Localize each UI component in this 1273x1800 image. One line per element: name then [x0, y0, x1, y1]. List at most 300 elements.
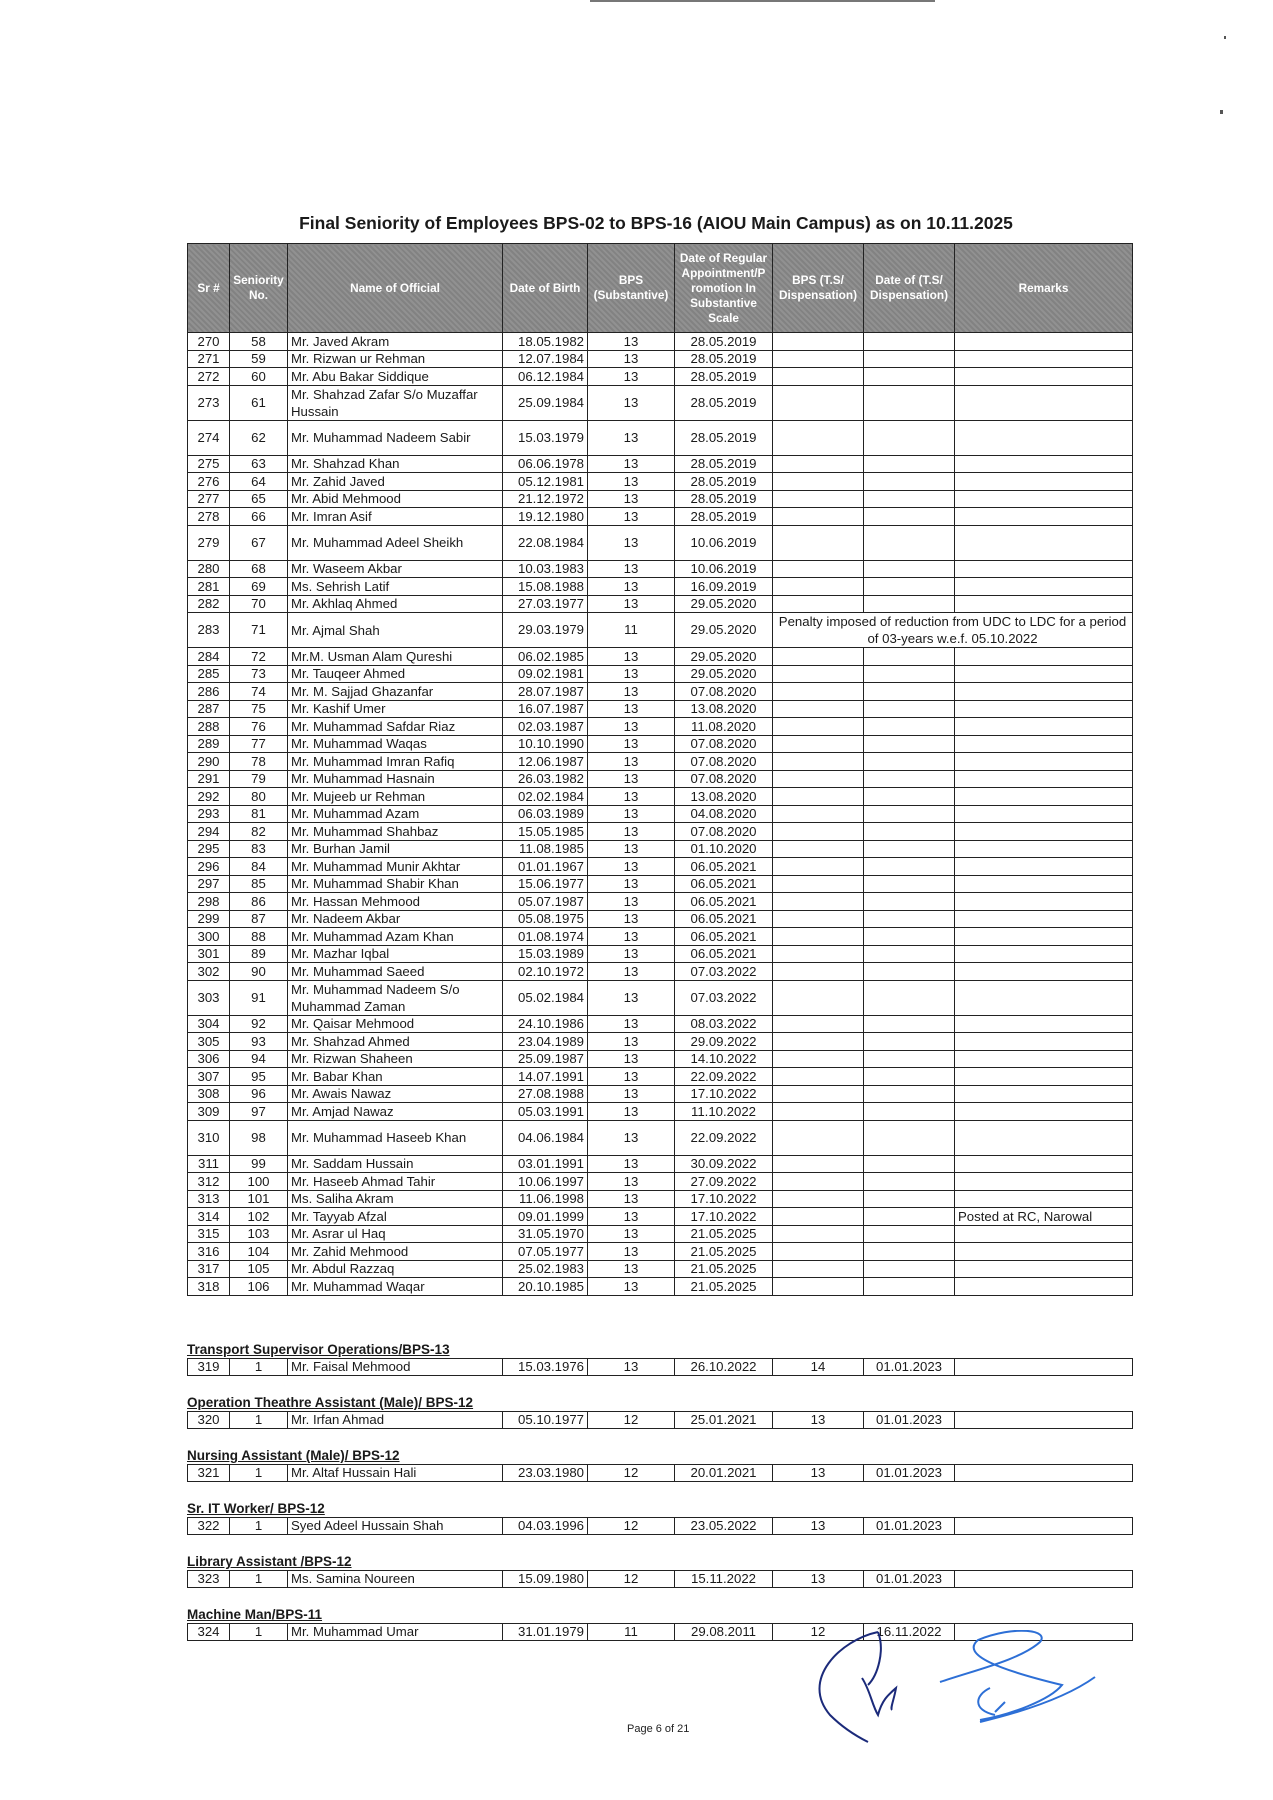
appointment-date-cell: 29.05.2020: [675, 665, 773, 683]
bps-cell: 13: [588, 1155, 675, 1173]
seniority-cell: 65: [230, 490, 288, 508]
table-row: [188, 1412, 1133, 1429]
remarks-cell: [955, 1359, 1133, 1376]
table-body: [188, 333, 1133, 1296]
appointment-date-cell: 26.10.2022: [675, 1359, 773, 1376]
category-label: Sr. IT Worker/ BPS-12: [187, 1501, 325, 1516]
seniority-cell: 78: [230, 753, 288, 771]
name-cell: Mr. Muhammad Hasnain: [288, 770, 503, 788]
bps-cell: 13: [588, 945, 675, 963]
bps-ts-cell: [773, 1033, 864, 1051]
sr-cell: 297: [188, 875, 230, 893]
dob-cell: 11.08.1985: [503, 840, 588, 858]
bps-cell: 13: [588, 980, 675, 1015]
name-cell: Mr. Amjad Nawaz: [288, 1103, 503, 1121]
bps-ts-cell: [773, 595, 864, 613]
scan-speck: [1220, 110, 1223, 114]
appointment-date-cell: 07.03.2022: [675, 963, 773, 981]
remarks-cell: [955, 840, 1133, 858]
dob-cell: 15.06.1977: [503, 875, 588, 893]
table-row: [188, 1465, 1133, 1482]
table-row: [188, 1190, 1133, 1208]
category-section: [187, 1501, 1132, 1535]
appointment-date-cell: 21.05.2025: [675, 1260, 773, 1278]
table-row: [188, 1359, 1133, 1376]
name-cell: Mr. M. Sajjad Ghazanfar: [288, 683, 503, 701]
dob-cell: 23.04.1989: [503, 1033, 588, 1051]
name-cell: Mr. Muhammad Azam: [288, 805, 503, 823]
col-header-remarks: Remarks: [955, 244, 1133, 333]
sr-cell: 299: [188, 910, 230, 928]
dob-cell: 04.03.1996: [503, 1518, 588, 1535]
remarks-cell: [955, 560, 1133, 578]
bps-cell: 13: [588, 718, 675, 736]
dob-cell: 15.05.1985: [503, 823, 588, 841]
table-row: [188, 350, 1133, 368]
seniority-cell: 1: [230, 1412, 288, 1429]
bps-cell: 13: [588, 1050, 675, 1068]
date-ts-cell: [864, 385, 955, 420]
category-table: [187, 1517, 1133, 1535]
dob-cell: 15.03.1989: [503, 945, 588, 963]
dob-cell: 22.08.1984: [503, 525, 588, 560]
table-row: [188, 1243, 1133, 1261]
bps-ts-cell: [773, 788, 864, 806]
dob-cell: 05.03.1991: [503, 1103, 588, 1121]
bps-cell: 13: [588, 473, 675, 491]
appointment-date-cell: 10.06.2019: [675, 560, 773, 578]
appointment-date-cell: 28.05.2019: [675, 420, 773, 455]
category-table: [187, 1411, 1133, 1429]
appointment-date-cell: 29.05.2020: [675, 613, 773, 648]
sr-cell: 277: [188, 490, 230, 508]
date-ts-cell: [864, 473, 955, 491]
date-ts-cell: [864, 1068, 955, 1086]
bps-cell: 13: [588, 1243, 675, 1261]
date-ts-cell: [864, 928, 955, 946]
category-label: Nursing Assistant (Male)/ BPS-12: [187, 1448, 400, 1463]
bps-ts-cell: [773, 333, 864, 351]
bps-ts-cell: [773, 560, 864, 578]
bps-cell: 13: [588, 385, 675, 420]
bps-ts-cell: [773, 1278, 864, 1296]
name-cell: Mr. Zahid Mehmood: [288, 1243, 503, 1261]
dob-cell: 06.06.1978: [503, 455, 588, 473]
date-ts-cell: [864, 1015, 955, 1033]
date-ts-cell: [864, 560, 955, 578]
name-cell: Mr. Muhammad Waqar: [288, 1278, 503, 1296]
bps-cell: 13: [588, 368, 675, 386]
bps-cell: 12: [588, 1465, 675, 1482]
appointment-date-cell: 28.05.2019: [675, 508, 773, 526]
sr-cell: 309: [188, 1103, 230, 1121]
document-title: Final Seniority of Employees BPS-02 to BPS-16 (AIOU Main Campus) as on 10.11.2025: [299, 213, 1013, 233]
sr-cell: 320: [188, 1412, 230, 1429]
seniority-cell: 98: [230, 1120, 288, 1155]
appointment-date-cell: 07.08.2020: [675, 735, 773, 753]
seniority-cell: 79: [230, 770, 288, 788]
appointment-date-cell: 29.09.2022: [675, 1033, 773, 1051]
remarks-cell: [955, 1120, 1133, 1155]
remarks-cell: [955, 1412, 1133, 1429]
seniority-cell: 82: [230, 823, 288, 841]
remarks-cell: [955, 1033, 1133, 1051]
table-row: [188, 1050, 1133, 1068]
date-ts-cell: [864, 420, 955, 455]
date-ts-cell: 01.01.2023: [864, 1518, 955, 1535]
dob-cell: 05.10.1977: [503, 1412, 588, 1429]
name-cell: Mr. Muhammad Nadeem Sabir: [288, 420, 503, 455]
seniority-cell: 80: [230, 788, 288, 806]
dob-cell: 05.02.1984: [503, 980, 588, 1015]
remarks-cell: [955, 1243, 1133, 1261]
appointment-date-cell: 29.05.2020: [675, 648, 773, 666]
name-cell: Mr. Tayyab Afzal: [288, 1208, 503, 1226]
seniority-cell: 60: [230, 368, 288, 386]
name-cell: Mr. Altaf Hussain Hali: [288, 1465, 503, 1482]
table-row: [188, 893, 1133, 911]
remarks-cell: [955, 333, 1133, 351]
bps-cell: 13: [588, 665, 675, 683]
date-ts-cell: [864, 735, 955, 753]
seniority-cell: 97: [230, 1103, 288, 1121]
table-row: [188, 595, 1133, 613]
dob-cell: 15.09.1980: [503, 1571, 588, 1588]
remarks-cell: [955, 1518, 1133, 1535]
bps-ts-cell: [773, 385, 864, 420]
seniority-cell: 85: [230, 875, 288, 893]
table-row: [188, 525, 1133, 560]
category-section: [187, 1448, 1132, 1482]
table-row: [188, 1120, 1133, 1155]
date-ts-cell: [864, 350, 955, 368]
table-row: [188, 928, 1133, 946]
bps-ts-cell: [773, 648, 864, 666]
date-ts-cell: [864, 1120, 955, 1155]
name-cell: Mr. Mujeeb ur Rehman: [288, 788, 503, 806]
bps-cell: 13: [588, 1173, 675, 1191]
bps-cell: 13: [588, 420, 675, 455]
dob-cell: 09.01.1999: [503, 1208, 588, 1226]
sr-cell: 316: [188, 1243, 230, 1261]
name-cell: Mr. Irfan Ahmad: [288, 1412, 503, 1429]
bps-cell: 13: [588, 508, 675, 526]
date-ts-cell: [864, 753, 955, 771]
appointment-date-cell: 28.05.2019: [675, 455, 773, 473]
name-cell: Mr. Muhammad Imran Rafiq: [288, 753, 503, 771]
seniority-cell: 62: [230, 420, 288, 455]
seniority-cell: 81: [230, 805, 288, 823]
bps-ts-cell: [773, 473, 864, 491]
appointment-date-cell: 06.05.2021: [675, 910, 773, 928]
bps-ts-cell: [773, 718, 864, 736]
sr-cell: 282: [188, 595, 230, 613]
bps-ts-cell: [773, 875, 864, 893]
remarks-cell: [955, 823, 1133, 841]
seniority-cell: 92: [230, 1015, 288, 1033]
category-label: Operation Theathre Assistant (Male)/ BPS-12: [187, 1395, 474, 1410]
table-row: [188, 875, 1133, 893]
date-ts-cell: [864, 893, 955, 911]
table-row: [188, 718, 1133, 736]
table-row: [188, 770, 1133, 788]
table-row: [188, 823, 1133, 841]
bps-ts-cell: [773, 665, 864, 683]
category-table: [187, 1570, 1133, 1588]
seniority-cell: 87: [230, 910, 288, 928]
bps-ts-cell: [773, 840, 864, 858]
sr-cell: 274: [188, 420, 230, 455]
seniority-cell: 103: [230, 1225, 288, 1243]
name-cell: Mr. Shahzad Zafar S/o Muzaffar Hussain: [288, 385, 503, 420]
name-cell: Mr. Muhammad Umar: [288, 1624, 503, 1641]
seniority-cell: 104: [230, 1243, 288, 1261]
name-cell: Ms. Sehrish Latif: [288, 578, 503, 596]
bps-cell: 11: [588, 1624, 675, 1641]
remarks-cell: [955, 1103, 1133, 1121]
name-cell: Mr. Waseem Akbar: [288, 560, 503, 578]
bps-ts-cell: [773, 893, 864, 911]
bps-cell: 13: [588, 963, 675, 981]
bps-ts-cell: 13: [773, 1571, 864, 1588]
name-cell: Mr. Burhan Jamil: [288, 840, 503, 858]
col-header-dob: Date of Birth: [503, 244, 588, 333]
name-cell: Mr. Qaisar Mehmood: [288, 1015, 503, 1033]
bps-cell: 13: [588, 683, 675, 701]
name-cell: Mr. Muhammad Nadeem S/o Muhammad Zaman: [288, 980, 503, 1015]
table-row: [188, 753, 1133, 771]
name-cell: Mr. Rizwan ur Rehman: [288, 350, 503, 368]
category-section: [187, 1395, 1132, 1429]
sr-cell: 319: [188, 1359, 230, 1376]
remarks-cell: [955, 963, 1133, 981]
seniority-cell: 95: [230, 1068, 288, 1086]
date-ts-cell: [864, 1243, 955, 1261]
remarks-cell: [955, 788, 1133, 806]
appointment-date-cell: 07.08.2020: [675, 683, 773, 701]
name-cell: Mr. Muhammad Adeel Sheikh: [288, 525, 503, 560]
remarks-cell: [955, 928, 1133, 946]
appointment-date-cell: 11.08.2020: [675, 718, 773, 736]
remarks-cell: [955, 875, 1133, 893]
date-ts-cell: [864, 578, 955, 596]
date-ts-cell: [864, 823, 955, 841]
date-ts-cell: [864, 963, 955, 981]
sr-cell: 324: [188, 1624, 230, 1641]
date-ts-cell: [864, 1173, 955, 1191]
appointment-date-cell: 07.08.2020: [675, 823, 773, 841]
sr-cell: 318: [188, 1278, 230, 1296]
bps-ts-cell: [773, 1120, 864, 1155]
appointment-date-cell: 06.05.2021: [675, 945, 773, 963]
date-ts-cell: [864, 1225, 955, 1243]
name-cell: Ms. Saliha Akram: [288, 1190, 503, 1208]
table-row: [188, 1208, 1133, 1226]
dob-cell: 10.06.1997: [503, 1173, 588, 1191]
name-cell: Mr. Muhammad Safdar Riaz: [288, 718, 503, 736]
sr-cell: 270: [188, 333, 230, 351]
seniority-cell: 1: [230, 1624, 288, 1641]
dob-cell: 21.12.1972: [503, 490, 588, 508]
date-ts-cell: [864, 665, 955, 683]
bps-cell: 13: [588, 910, 675, 928]
sr-cell: 301: [188, 945, 230, 963]
appointment-date-cell: 28.05.2019: [675, 333, 773, 351]
name-cell: Mr. Awais Nawaz: [288, 1085, 503, 1103]
bps-ts-cell: [773, 963, 864, 981]
seniority-cell: 106: [230, 1278, 288, 1296]
appointment-date-cell: 06.05.2021: [675, 858, 773, 876]
sr-cell: 273: [188, 385, 230, 420]
bps-ts-cell: [773, 1050, 864, 1068]
dob-cell: 12.07.1984: [503, 350, 588, 368]
sr-cell: 275: [188, 455, 230, 473]
seniority-cell: 94: [230, 1050, 288, 1068]
dob-cell: 29.03.1979: [503, 613, 588, 648]
seniority-cell: 93: [230, 1033, 288, 1051]
dob-cell: 15.03.1976: [503, 1359, 588, 1376]
table-row: [188, 1085, 1133, 1103]
name-cell: Mr. Rizwan Shaheen: [288, 1050, 503, 1068]
remarks-cell: [955, 980, 1133, 1015]
bps-ts-cell: [773, 578, 864, 596]
seniority-cell: 76: [230, 718, 288, 736]
remarks-cell: [955, 595, 1133, 613]
bps-ts-cell: 13: [773, 1465, 864, 1482]
date-ts-cell: [864, 1103, 955, 1121]
table-row: [188, 1260, 1133, 1278]
bps-ts-cell: [773, 508, 864, 526]
name-cell: Mr. Tauqeer Ahmed: [288, 665, 503, 683]
sr-cell: 280: [188, 560, 230, 578]
bps-cell: 12: [588, 1412, 675, 1429]
remarks-cell: [955, 1015, 1133, 1033]
sr-cell: 314: [188, 1208, 230, 1226]
sr-cell: 305: [188, 1033, 230, 1051]
table-row: [188, 578, 1133, 596]
remarks-cell: [955, 700, 1133, 718]
appointment-date-cell: 29.08.2011: [675, 1624, 773, 1641]
table-row: [188, 910, 1133, 928]
date-ts-cell: [864, 1085, 955, 1103]
bps-ts-cell: [773, 858, 864, 876]
dob-cell: 05.12.1981: [503, 473, 588, 491]
remarks-cell: [955, 858, 1133, 876]
seniority-cell: 67: [230, 525, 288, 560]
date-ts-cell: [864, 858, 955, 876]
table-row: [188, 420, 1133, 455]
seniority-cell: 59: [230, 350, 288, 368]
date-ts-cell: [864, 455, 955, 473]
date-ts-cell: 01.01.2023: [864, 1359, 955, 1376]
scan-edge-line: [590, 0, 935, 2]
table-row: [188, 455, 1133, 473]
date-ts-cell: [864, 1050, 955, 1068]
name-cell: Mr. Akhlaq Ahmed: [288, 595, 503, 613]
dob-cell: 24.10.1986: [503, 1015, 588, 1033]
sr-cell: 296: [188, 858, 230, 876]
dob-cell: 02.02.1984: [503, 788, 588, 806]
bps-cell: 13: [588, 1278, 675, 1296]
bps-ts-cell: [773, 1068, 864, 1086]
sr-cell: 284: [188, 648, 230, 666]
sr-cell: 307: [188, 1068, 230, 1086]
dob-cell: 11.06.1998: [503, 1190, 588, 1208]
remarks-cell: [955, 893, 1133, 911]
appointment-date-cell: 15.11.2022: [675, 1571, 773, 1588]
remarks-cell: [955, 1173, 1133, 1191]
bps-ts-cell: [773, 1173, 864, 1191]
remarks-cell: [955, 490, 1133, 508]
seniority-cell: 89: [230, 945, 288, 963]
remarks-cell: [955, 683, 1133, 701]
remarks-cell: [955, 1050, 1133, 1068]
remarks-cell: [955, 945, 1133, 963]
table-row: [188, 508, 1133, 526]
category-label: Library Assistant /BPS-12: [187, 1554, 352, 1569]
table-row: [188, 1103, 1133, 1121]
dob-cell: 20.10.1985: [503, 1278, 588, 1296]
name-cell: Mr. Zahid Javed: [288, 473, 503, 491]
appointment-date-cell: 16.09.2019: [675, 578, 773, 596]
date-ts-cell: [864, 1155, 955, 1173]
table-row: [188, 613, 1133, 648]
date-ts-cell: [864, 1278, 955, 1296]
date-ts-cell: [864, 980, 955, 1015]
appointment-date-cell: 06.05.2021: [675, 875, 773, 893]
sr-cell: 322: [188, 1518, 230, 1535]
bps-ts-cell: [773, 823, 864, 841]
sr-cell: 281: [188, 578, 230, 596]
bps-ts-cell: 12: [773, 1624, 864, 1641]
sr-cell: 288: [188, 718, 230, 736]
col-header-appointment-date: Date of Regular Appointment/P romotion In Substantive Scale: [675, 244, 773, 333]
bps-cell: 13: [588, 525, 675, 560]
bps-cell: 13: [588, 1033, 675, 1051]
appointment-date-cell: 17.10.2022: [675, 1085, 773, 1103]
dob-cell: 25.09.1987: [503, 1050, 588, 1068]
date-ts-cell: [864, 840, 955, 858]
dob-cell: 18.05.1982: [503, 333, 588, 351]
sr-cell: 304: [188, 1015, 230, 1033]
dob-cell: 25.09.1984: [503, 385, 588, 420]
remarks-cell: [955, 1155, 1133, 1173]
bps-cell: 13: [588, 1208, 675, 1226]
bps-ts-cell: [773, 700, 864, 718]
date-ts-cell: [864, 525, 955, 560]
table-row: [188, 858, 1133, 876]
bps-ts-cell: [773, 805, 864, 823]
date-ts-cell: [864, 333, 955, 351]
bps-cell: 13: [588, 1120, 675, 1155]
date-ts-cell: [864, 683, 955, 701]
bps-ts-cell: [773, 910, 864, 928]
seniority-cell: 88: [230, 928, 288, 946]
appointment-date-cell: 21.05.2025: [675, 1225, 773, 1243]
bps-cell: 13: [588, 1190, 675, 1208]
date-ts-cell: [864, 945, 955, 963]
appointment-date-cell: 30.09.2022: [675, 1155, 773, 1173]
remarks-cell: Penalty imposed of reduction from UDC to LDC for a period of 03-years w.e.f. 05.10.2022: [773, 613, 1133, 648]
dob-cell: 05.08.1975: [503, 910, 588, 928]
bps-ts-cell: 13: [773, 1412, 864, 1429]
name-cell: Mr. Shahzad Ahmed: [288, 1033, 503, 1051]
bps-cell: 13: [588, 1015, 675, 1033]
seniority-cell: 64: [230, 473, 288, 491]
seniority-cell: 1: [230, 1518, 288, 1535]
bps-cell: 13: [588, 333, 675, 351]
table-row: [188, 1173, 1133, 1191]
